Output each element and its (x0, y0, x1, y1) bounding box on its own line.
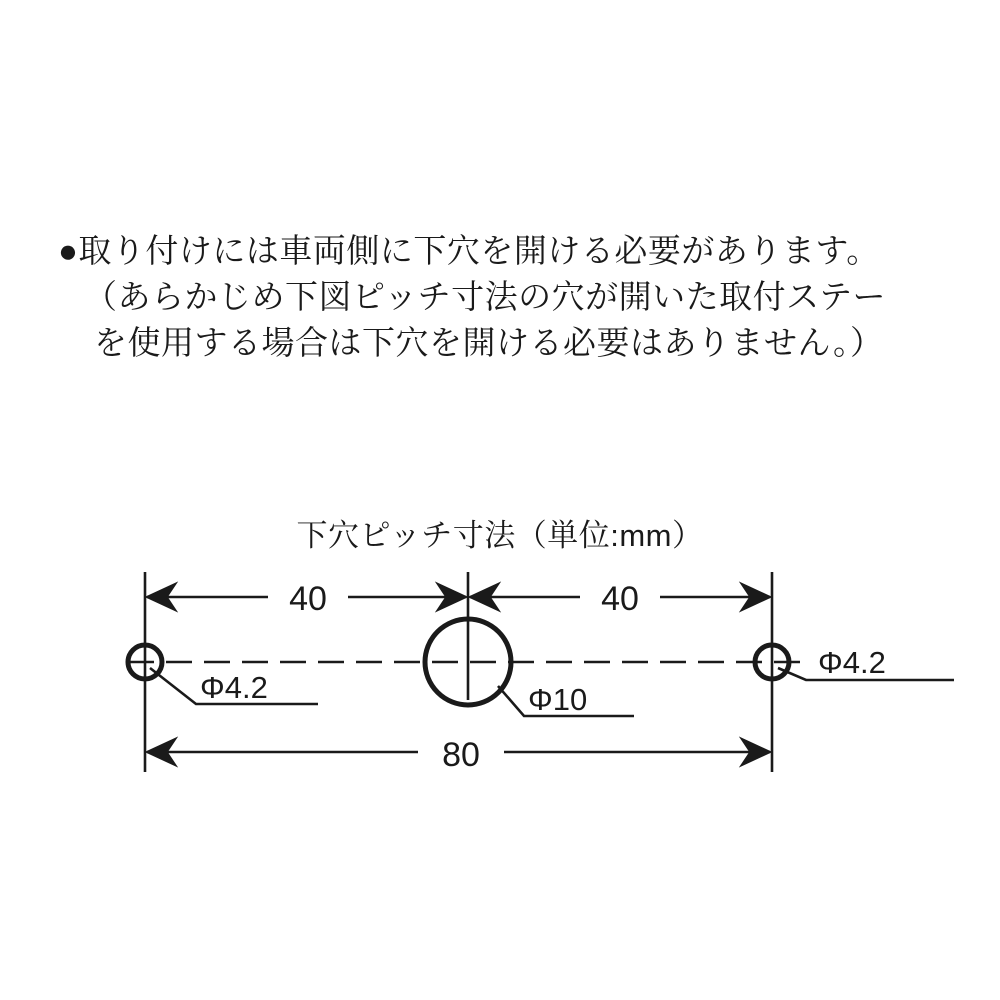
dimension-right-40 (470, 576, 770, 620)
dimension-total-label: 80 (442, 736, 480, 774)
notice-line-2: （あらかじめ下図ピッチ寸法の穴が開いた取付ステー (84, 278, 887, 315)
notice-line-3: を使用する場合は下穴を開ける必要はありません。） (94, 324, 884, 361)
center-hole-leader (498, 682, 634, 717)
notice-line-1: ●取り付けには車両側に下穴を開ける必要があります。 (58, 232, 880, 269)
dimension-right-label: 40 (601, 580, 639, 618)
right-hole-label: Φ4.2 (818, 645, 886, 680)
right-hole-leader (778, 645, 954, 680)
dimension-left-40 (147, 576, 466, 620)
dimension-left-label: 40 (289, 580, 327, 618)
left-hole-leader (150, 668, 318, 705)
pilot-hole-pitch-figure (0, 500, 1000, 830)
dimension-total-80 (147, 731, 770, 775)
installation-notice (58, 228, 948, 366)
left-hole-label: Φ4.2 (200, 670, 268, 705)
figure-caption: 下穴ピッチ寸法（単位:mm） (296, 518, 704, 553)
dimension-drawing (0, 500, 1000, 830)
center-hole-label: Φ10 (528, 682, 588, 717)
